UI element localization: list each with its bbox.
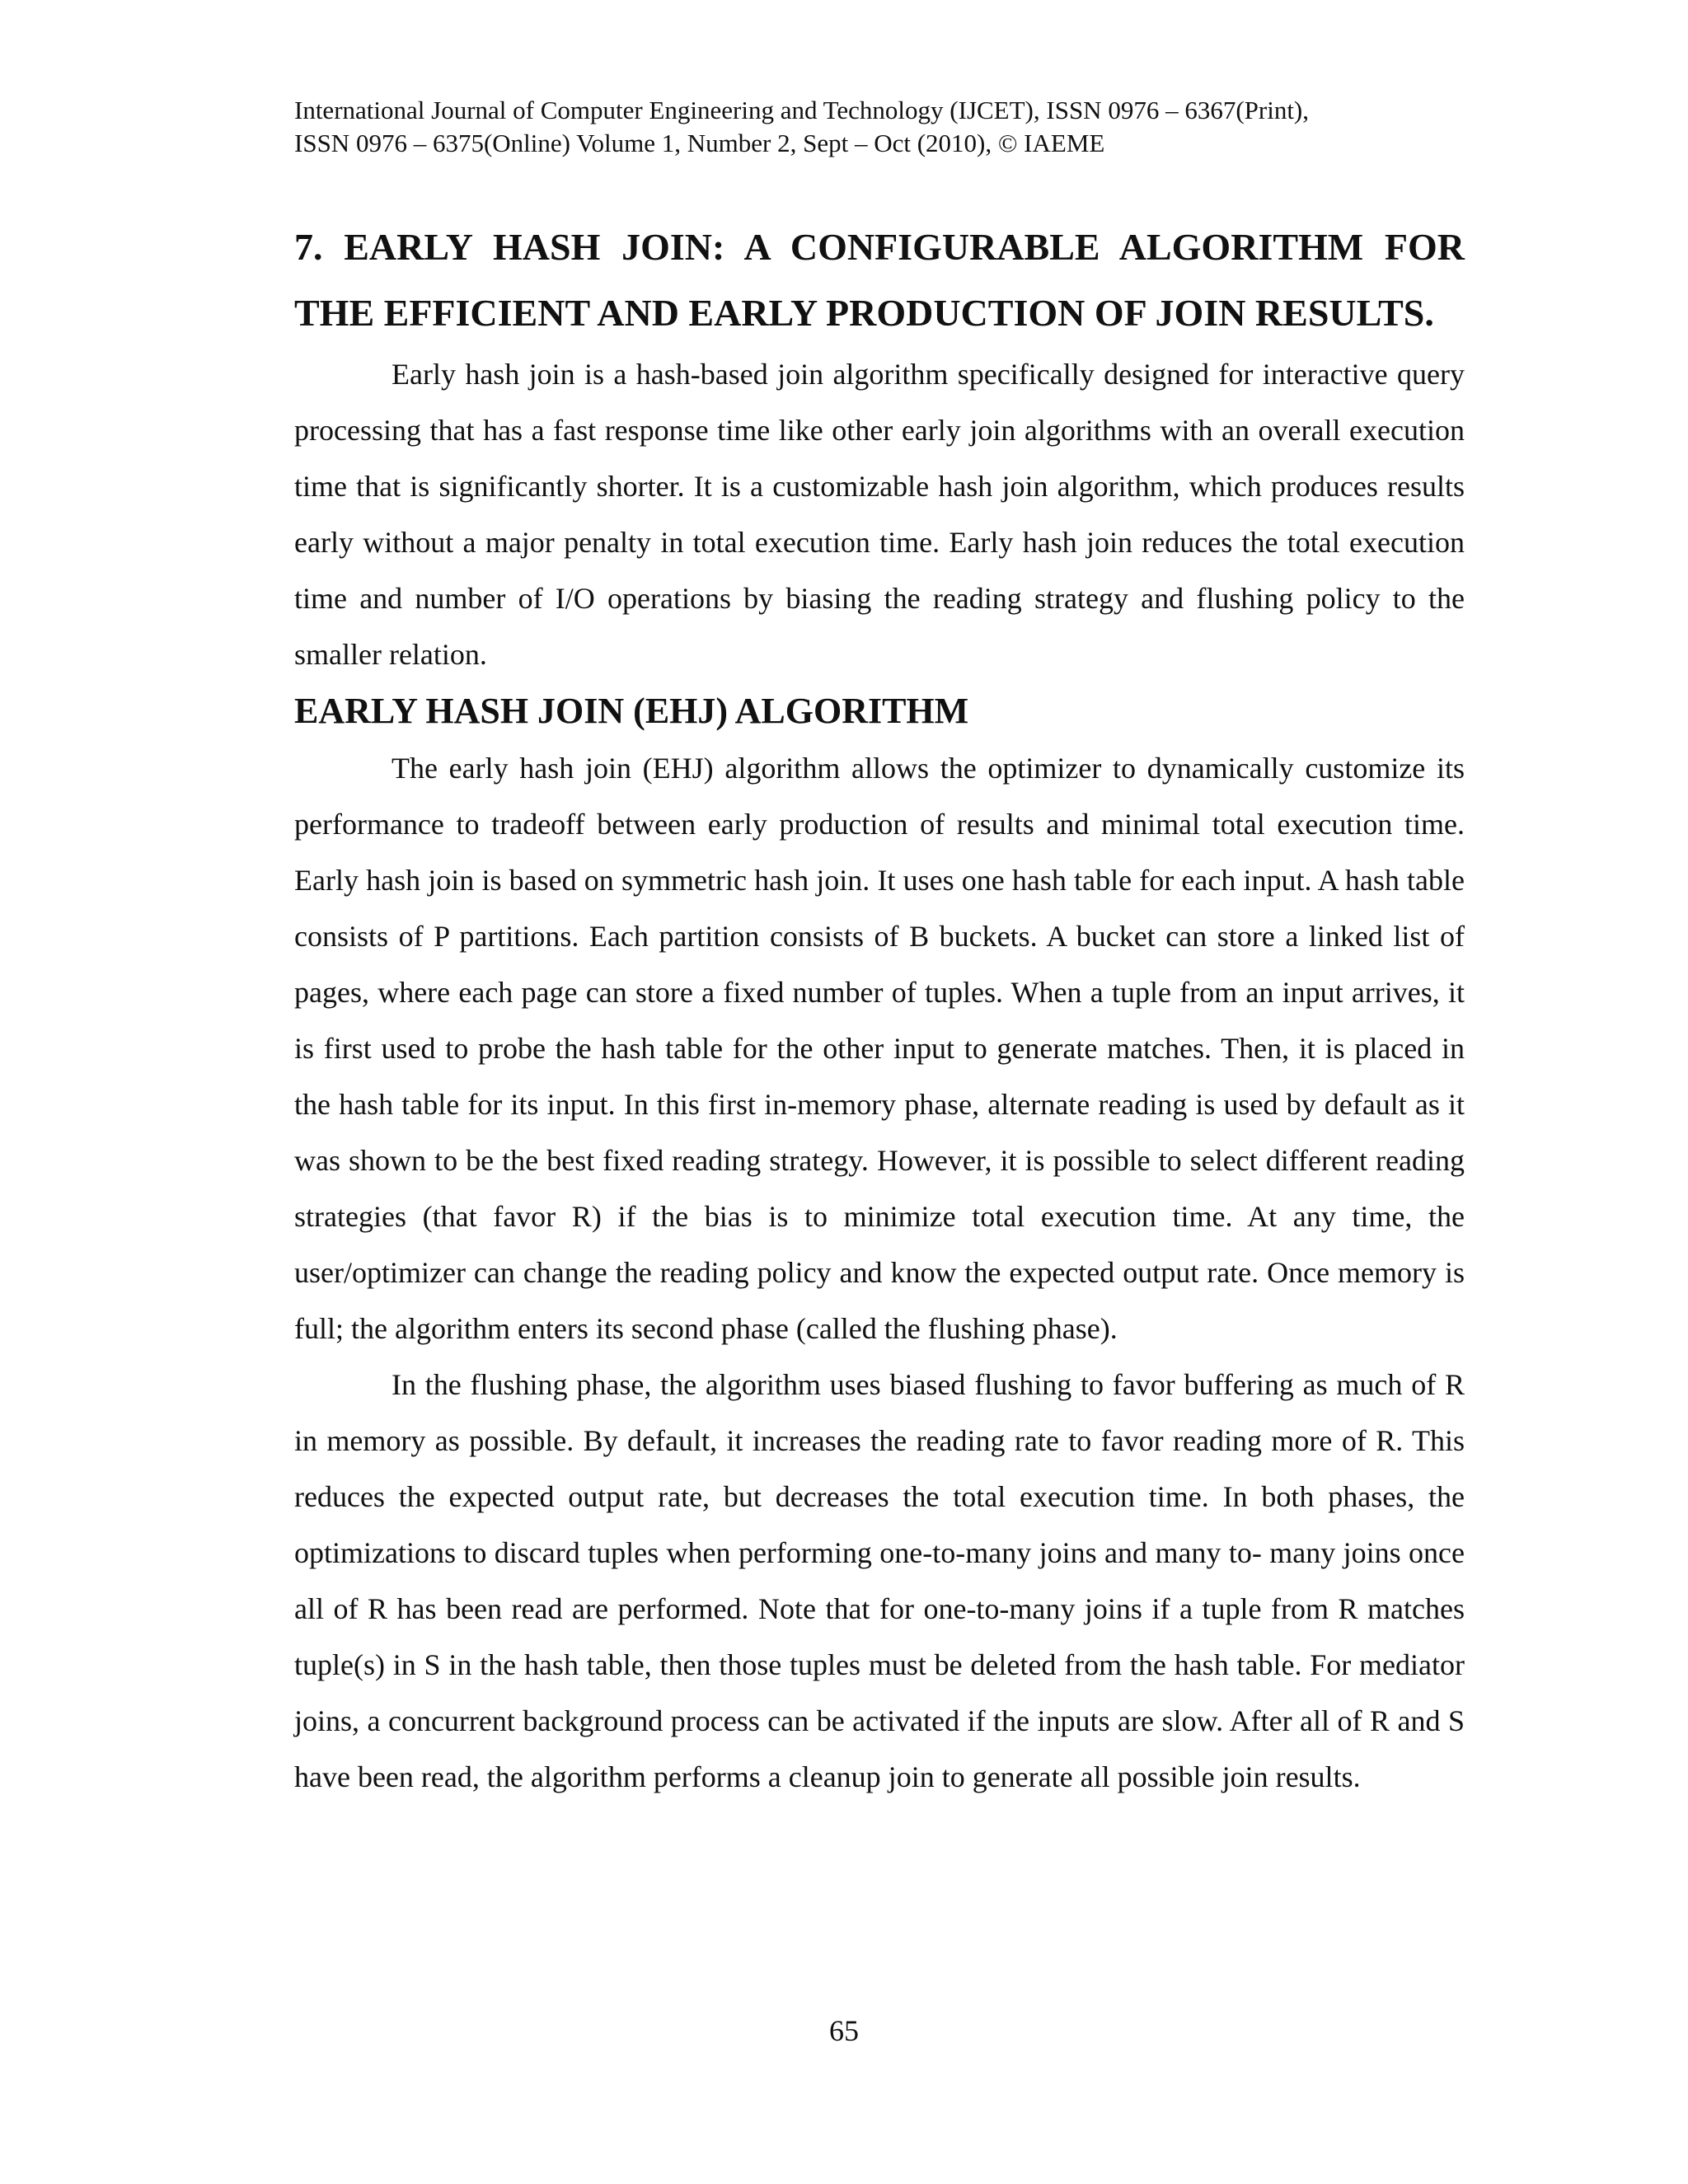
article-body xyxy=(294,214,1465,1805)
intro-paragraph: Early hash join is a hash-based join algorithm specifically designed for interactive query processing that has a fast response time like other early join algorithms with an overall execution time that is significantly shorter. It is a customizable hash join algorithm, which produces results early without a major penalty in total execution time. Early hash join reduces the total execution time and number of I/O operations by biasing the reading strategy and flushing policy to the smaller relation. xyxy=(294,358,1465,671)
journal-header-line-2: ISSN 0976 – 6375(Online) Volume 1, Number 2, Sept – Oct (2010), © IAEME xyxy=(294,129,1105,157)
body-paragraph-1: The early hash join (EHJ) algorithm allows the optimizer to dynamically customize its performance to tradeoff between early production of results and minimal total execution time. Early hash join is based on symmetric hash join. It uses one hash table for each input. A hash table consists of P partitions. Each partition consists of B buckets. A bucket can store a linked list of pages, where each page can store a fixed number of tuples. When a tuple from an input arrives, it is first used to probe the hash table for the other input to generate matches. Then, it is placed in the hash table for its input. In this first in-memory phase, alternate reading is used by default as it was shown to be the best fixed reading strategy. However, it is possible to select different reading strategies (that favor R) if the bias is to minimize total execution time. At any time, the user/optimizer can change the reading policy and know the expected output rate. Once memory is full; the algorithm enters its second phase (called the flushing phase). xyxy=(294,752,1465,1345)
subsection-heading: EARLY HASH JOIN (EHJ) ALGORITHM xyxy=(294,691,969,731)
body-paragraph-2: In the flushing phase, the algorithm uses biased flushing to favor buffering as much of R in memory as possible. By default, it increases the reading rate to favor reading more of R. This reduces the expected output rate, but decreases the total execution time. In both phases, the optimizations to discard tuples when performing one-to-many joins and many to- many joins once all of R has been read are performed. Note that for one-to-many joins if a tuple from R matches tuple(s) in S in the hash table, then those tuples must be deleted from the hash table. For mediator joins, a concurrent background process can be activated if the inputs are slow. After all of R and S have been read, the algorithm performs a cleanup join to generate all possible join results. xyxy=(294,1368,1465,1793)
page-number: 65 xyxy=(829,2014,859,2047)
journal-header xyxy=(294,94,1465,160)
section-title: 7. EARLY HASH JOIN: A CONFIGURABLE ALGORITHM FOR THE EFFICIENT AND EARLY PRODUCTION OF JOIN RESULTS. xyxy=(294,226,1465,334)
journal-header-line-1: International Journal of Computer Engineering and Technology (IJCET), ISSN 0976 – 6367(Print), xyxy=(294,96,1310,124)
